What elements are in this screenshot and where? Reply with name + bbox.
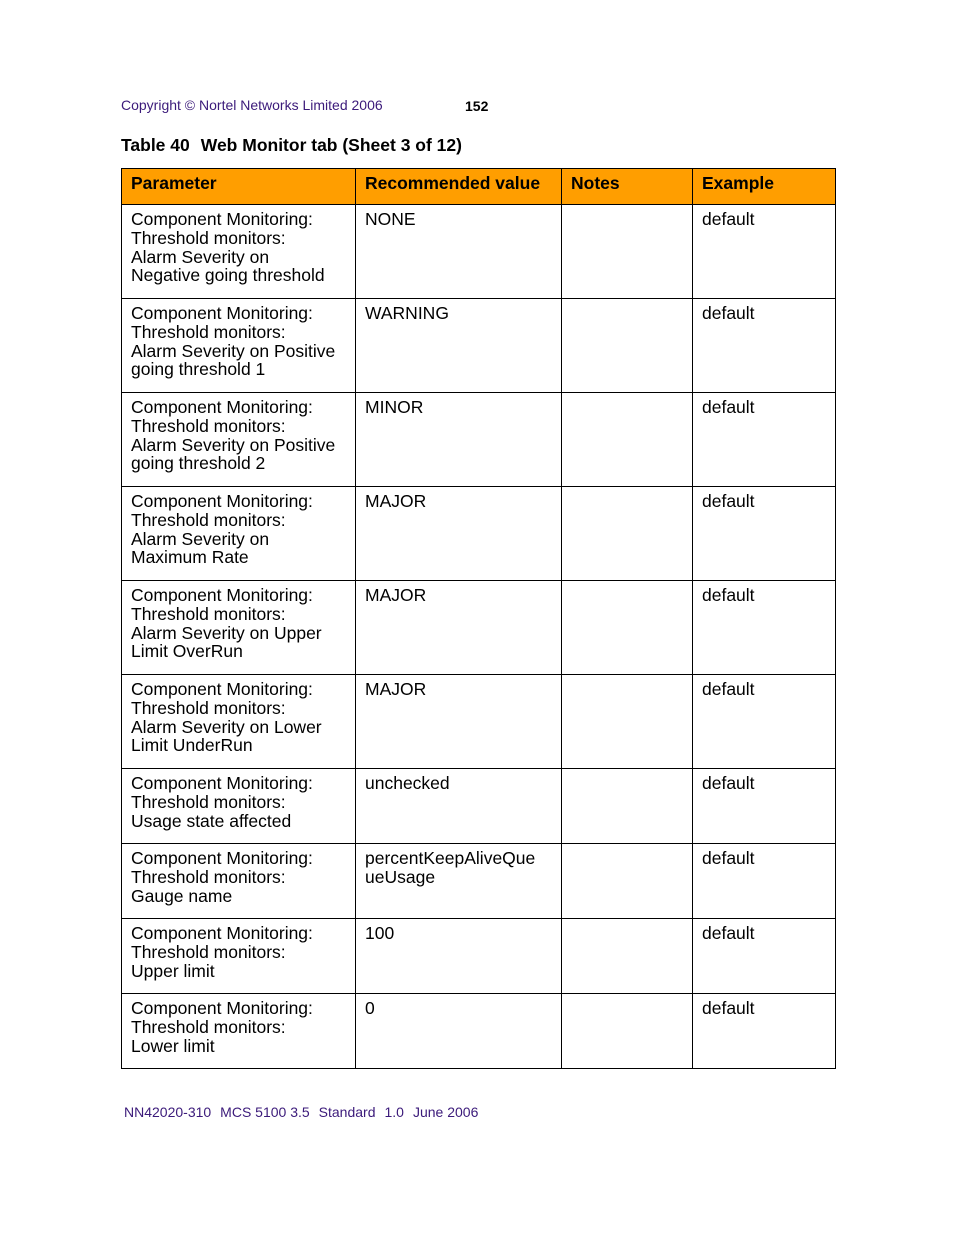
example-cell	[693, 393, 836, 487]
recommended-value-text: 0	[365, 998, 375, 1018]
recommended-value-cell	[356, 487, 562, 581]
parameter-cell	[122, 994, 356, 1069]
parameter-cell	[122, 919, 356, 994]
recommended-value-cell	[356, 205, 562, 299]
example-cell	[693, 581, 836, 675]
example-text: default	[702, 397, 755, 417]
parameter-cell	[122, 205, 356, 299]
example-text: default	[702, 848, 755, 868]
notes-cell	[562, 994, 693, 1069]
recommended-value-text: unchecked	[365, 773, 450, 793]
example-cell	[693, 769, 836, 844]
column-header-notes: Notes	[562, 169, 693, 205]
parameter-cell	[122, 581, 356, 675]
example-cell	[693, 994, 836, 1069]
parameter-cell	[122, 769, 356, 844]
recommended-value-cell	[356, 844, 562, 919]
table-title-number: Table 40	[121, 135, 190, 155]
notes-cell	[562, 487, 693, 581]
recommended-value-cell	[356, 299, 562, 393]
parameter-cell	[122, 844, 356, 919]
column-header-parameter: Parameter	[122, 169, 356, 205]
table-header-row	[122, 169, 836, 205]
parameter-text: Component Monitoring: Threshold monitors: Gauge name	[131, 848, 313, 906]
recommended-value-text: 100	[365, 923, 395, 943]
example-cell	[693, 205, 836, 299]
footer-status: Standard	[318, 1104, 376, 1120]
recommended-value-text: MAJOR	[365, 585, 427, 605]
table-row	[122, 675, 836, 769]
recommended-value-text: percentKeepAliveQue ueUsage	[365, 848, 536, 887]
column-header-recommended-value: Recommended value	[356, 169, 562, 205]
example-text: default	[702, 209, 755, 229]
example-text: default	[702, 585, 755, 605]
recommended-value-text: MAJOR	[365, 679, 427, 699]
table-row	[122, 581, 836, 675]
parameter-cell	[122, 675, 356, 769]
parameter-text: Component Monitoring: Threshold monitors: Alarm Severity on Upper Limit OverRun	[131, 585, 322, 662]
table-row	[122, 299, 836, 393]
recommended-value-cell	[356, 919, 562, 994]
notes-cell	[562, 205, 693, 299]
parameter-text: Component Monitoring: Threshold monitors: Alarm Severity on Lower Limit UnderRun	[131, 679, 322, 756]
example-cell	[693, 299, 836, 393]
table-row	[122, 994, 836, 1069]
parameter-text: Component Monitoring: Threshold monitors: Alarm Severity on Maximum Rate	[131, 491, 313, 568]
table-title	[121, 135, 462, 156]
recommended-value-cell	[356, 393, 562, 487]
footer-doc-number: NN42020-310	[124, 1104, 212, 1120]
page-number: 152	[465, 98, 489, 114]
example-text: default	[702, 303, 755, 323]
footer-date: June 2006	[412, 1104, 479, 1120]
example-cell	[693, 675, 836, 769]
table-row	[122, 844, 836, 919]
parameter-text: Component Monitoring: Threshold monitors: Usage state affected	[131, 773, 313, 831]
notes-cell	[562, 393, 693, 487]
copyright-header: Copyright © Nortel Networks Limited 2006	[121, 97, 383, 113]
recommended-value-text: NONE	[365, 209, 416, 229]
recommended-value-cell	[356, 994, 562, 1069]
parameter-text: Component Monitoring: Threshold monitors: Alarm Severity on Positive going threshold 1	[131, 303, 336, 380]
notes-cell	[562, 581, 693, 675]
parameter-cell	[122, 393, 356, 487]
table-row	[122, 919, 836, 994]
parameter-cell	[122, 487, 356, 581]
parameters-table	[121, 168, 836, 1069]
recommended-value-cell	[356, 769, 562, 844]
table-row	[122, 393, 836, 487]
example-text: default	[702, 491, 755, 511]
notes-cell	[562, 919, 693, 994]
example-text: default	[702, 773, 755, 793]
column-header-example: Example	[693, 169, 836, 205]
example-text: default	[702, 679, 755, 699]
example-cell	[693, 919, 836, 994]
footer-product: MCS 5100 3.5	[220, 1104, 310, 1120]
notes-cell	[562, 844, 693, 919]
parameter-cell	[122, 299, 356, 393]
example-cell	[693, 487, 836, 581]
example-text: default	[702, 923, 755, 943]
recommended-value-text: MINOR	[365, 397, 424, 417]
table-row	[122, 487, 836, 581]
recommended-value-cell	[356, 581, 562, 675]
example-text: default	[702, 998, 755, 1018]
recommended-value-text: MAJOR	[365, 491, 427, 511]
notes-cell	[562, 769, 693, 844]
table-title-text: Web Monitor tab (Sheet 3 of 12)	[200, 135, 462, 155]
recommended-value-cell	[356, 675, 562, 769]
table-row	[122, 205, 836, 299]
notes-cell	[562, 299, 693, 393]
parameter-text: Component Monitoring: Threshold monitors: Alarm Severity on Negative going threshold	[131, 209, 325, 286]
example-cell	[693, 844, 836, 919]
footer-version: 1.0	[384, 1104, 404, 1120]
parameter-text: Component Monitoring: Threshold monitors: Alarm Severity on Positive going threshold 2	[131, 397, 336, 474]
table-row	[122, 769, 836, 844]
parameter-text: Component Monitoring: Threshold monitors: Lower limit	[131, 998, 313, 1056]
recommended-value-text: WARNING	[365, 303, 449, 323]
notes-cell	[562, 675, 693, 769]
parameter-text: Component Monitoring: Threshold monitors: Upper limit	[131, 923, 313, 981]
document-footer	[124, 1104, 487, 1120]
